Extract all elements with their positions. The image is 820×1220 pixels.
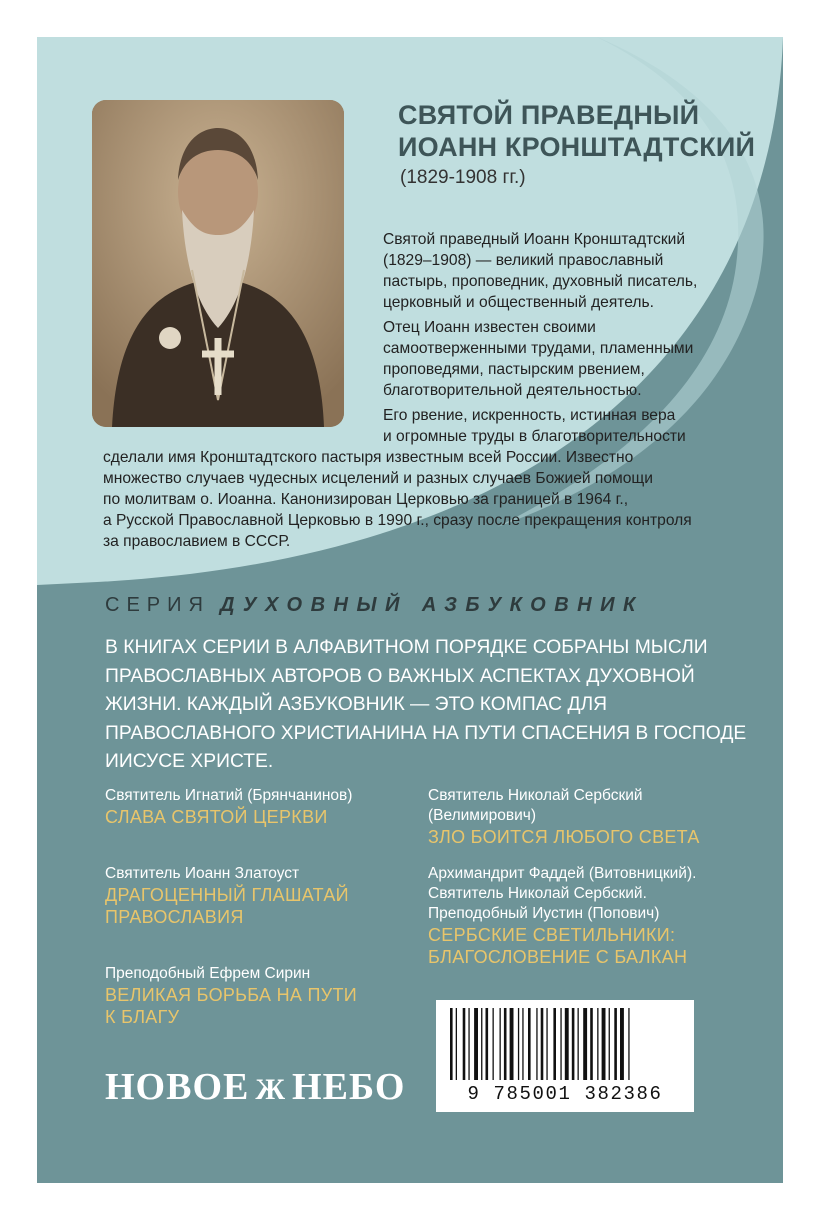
bio-line: и огромные труды в благотворительности xyxy=(383,428,686,445)
book-author: Архимандрит Фаддей (Витовницкий). xyxy=(428,865,697,882)
series-book xyxy=(428,864,696,968)
barcode-bar xyxy=(493,1008,494,1080)
series-book xyxy=(105,964,357,1028)
barcode-bar xyxy=(602,1008,606,1080)
barcode-bar xyxy=(565,1008,569,1080)
book-name: ДРАГОЦЕННЫЙ ГЛАШАТАЙ xyxy=(105,885,349,905)
barcode-bar xyxy=(597,1008,598,1080)
barcode-bar xyxy=(546,1008,547,1080)
logo-word: НЕБО xyxy=(292,1066,406,1108)
isbn-barcode xyxy=(436,1000,694,1112)
barcode-bar xyxy=(486,1008,489,1080)
bio-line: Отец Иоанн известен своими xyxy=(383,319,596,336)
barcode-bar xyxy=(560,1008,561,1080)
bio-line: благотворительной деятельностью. xyxy=(383,382,642,399)
barcode-bar xyxy=(518,1008,519,1080)
description-line: ПРАВОСЛАВНОГО ХРИСТИАНИНА НА ПУТИ СПАСЕНИЯ В ГОСПОДЕ xyxy=(105,722,747,744)
series-description xyxy=(105,634,746,777)
bio-line: (1829–1908) — великий православный xyxy=(383,252,664,269)
series-label: СЕРИЯ xyxy=(105,594,210,616)
book-author: Святитель Николай Сербский xyxy=(428,787,643,804)
barcode-bar xyxy=(510,1008,514,1080)
series-book xyxy=(105,864,349,928)
description-line: ПРАВОСЛАВНЫХ АВТОРОВ О ВАЖНЫХ АСПЕКТАХ ДУХОВНОЙ xyxy=(105,665,695,687)
bio-line: за православием в СССР. xyxy=(103,533,291,550)
logo-ornament: Ж xyxy=(255,1073,287,1106)
bio-line: Святой праведный Иоанн Кронштадтский xyxy=(383,231,686,248)
barcode-bar xyxy=(522,1008,523,1080)
portrait-photo xyxy=(92,100,344,427)
bio-line: церковный и общественный деятель. xyxy=(383,294,654,311)
barcode-bar xyxy=(590,1008,593,1080)
book-author: Святитель Игнатий (Брянчанинов) xyxy=(105,787,353,804)
barcode-bar xyxy=(572,1008,575,1080)
book-name: К БЛАГУ xyxy=(105,1007,180,1027)
barcode-bar xyxy=(468,1008,469,1080)
series-book xyxy=(428,786,700,848)
title-line: ИОАНН КРОНШТАДТСКИЙ xyxy=(398,132,756,162)
barcode-bar xyxy=(528,1008,531,1080)
book-name: СЕРБСКИЕ СВЕТИЛЬНИКИ: xyxy=(428,925,676,945)
book-author: Святитель Николай Сербский. xyxy=(428,885,647,902)
book-author: Преподобный Иустин (Попович) xyxy=(428,905,660,922)
barcode-bar xyxy=(456,1008,457,1080)
bio-line: сделали имя Кронштадтского пастыря известным всей России. Известно xyxy=(103,449,634,466)
publisher-logo xyxy=(105,1065,405,1109)
series-book xyxy=(105,786,352,828)
book-name: СЛАВА СВЯТОЙ ЦЕРКВИ xyxy=(105,807,328,827)
bio-line: Его рвение, искренность, истинная вера xyxy=(383,407,676,424)
barcode-bar xyxy=(583,1008,587,1080)
series-name: ДУХОВНЫЙ АЗБУКОВНИК xyxy=(219,594,644,616)
barcode-digits: 9 785001 382386 xyxy=(467,1083,663,1105)
description-line: ИИСУСЕ ХРИСТЕ. xyxy=(105,751,274,772)
series-heading xyxy=(105,594,644,617)
barcode-bar xyxy=(450,1008,453,1080)
barcode-bars xyxy=(436,1000,694,1082)
book-name: ЗЛО БОИТСЯ ЛЮБОГО СВЕТА xyxy=(428,827,700,847)
barcode-bar xyxy=(474,1008,478,1080)
barcode-bar xyxy=(628,1008,629,1080)
bio-line: проповедями, пастырским рвением, xyxy=(383,361,645,378)
bio-line: пастырь, проповедник, духовный писатель, xyxy=(383,273,698,290)
barcode-bar xyxy=(609,1008,610,1080)
book-author: (Велимирович) xyxy=(428,807,536,824)
title-line: СВЯТОЙ ПРАВЕДНЫЙ xyxy=(398,100,700,130)
description-line: В КНИГАХ СЕРИИ В АЛФАВИТНОМ ПОРЯДКЕ СОБРАНЫ МЫСЛИ xyxy=(105,637,708,658)
barcode-bar xyxy=(553,1008,556,1080)
barcode-bar xyxy=(481,1008,482,1080)
book-name: БЛАГОСЛОВЕНИЕ С БАЛКАН xyxy=(428,947,688,967)
book-author: Преподобный Ефрем Сирин xyxy=(105,965,311,982)
barcode-bar xyxy=(620,1008,624,1080)
bio-line: множество случаев чудесных исцелений и разных случаев Божией помощи xyxy=(103,470,653,487)
description-line: ЖИЗНИ. КАЖДЫЙ АЗБУКОВНИК — ЭТО КОМПАС ДЛЯ xyxy=(105,694,608,715)
bio-line: а Русской Православной Церковью в 1990 г., сразу после прекращения контроля xyxy=(103,512,692,529)
book-name: ВЕЛИКАЯ БОРЬБА НА ПУТИ xyxy=(105,985,358,1005)
book-title xyxy=(398,99,778,163)
barcode-bar xyxy=(500,1008,501,1080)
bio-line: по молитвам о. Иоанна. Канонизирован Церковью за границей в 1964 г., xyxy=(103,491,629,508)
book-back-cover xyxy=(37,37,783,1183)
barcode-bar xyxy=(578,1008,579,1080)
book-author: Святитель Иоанн Златоуст xyxy=(105,865,300,882)
barcode-bar xyxy=(614,1008,617,1080)
barcode-bar xyxy=(536,1008,537,1080)
life-years: (1829-1908 гг.) xyxy=(400,167,526,188)
logo-word: НОВОЕ xyxy=(105,1066,250,1108)
barcode-bar xyxy=(541,1008,544,1080)
barcode-bar xyxy=(463,1008,466,1080)
bio-line: самоотверженными трудами, пламенными xyxy=(383,340,694,357)
barcode-bar xyxy=(504,1008,507,1080)
book-name: ПРАВОСЛАВИЯ xyxy=(105,907,244,927)
